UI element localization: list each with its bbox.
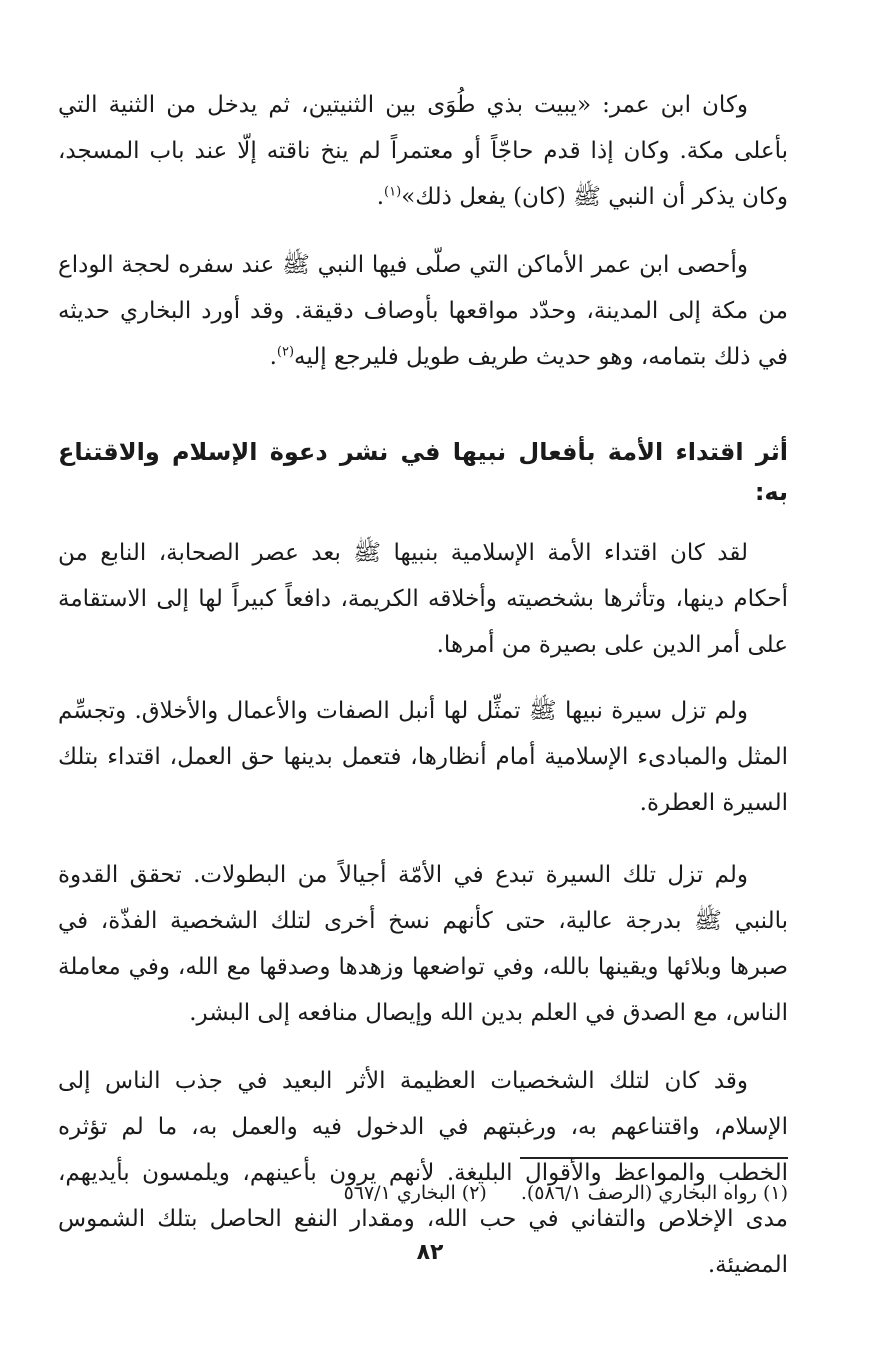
footnote-1: (١) رواه البخاري (الرصف ٥٨٦/١).: [520, 1182, 788, 1204]
footnote-divider: [520, 1157, 788, 1159]
paragraph-3: لقد كان اقتداء الأمة الإسلامية بنبيها ﷺ بعد عصر الصحابة، النابع من أحكام دينها، وتأثرها بشخصيته وأخلاقه الكريمة، دافعاً كبيراً لها إلى الاستقامة على أمر الدين على بصيرة من أمرها.: [58, 540, 788, 658]
page-number: ٨٢: [416, 1240, 444, 1265]
paragraph-1: وكان ابن عمر: «يبيت بذي طُوَى بين الثنيتين، ثم يدخل من الثنية التي بأعلى مكة. وكان إذا قدم حاجّاً أو معتمراً لم ينخ ناقته إلّا عند باب المسجد، وكان يذكر أن النبي ﷺ (كان) يفعل ذلك»$^{(١)}$.: [58, 92, 788, 210]
paragraph-2-text: وأحصى ابن عمر الأماكن التي صلّى فيها النبي ﷺ عند سفره لحجة الوداع من مكة إلى المدينة، وحدّد مواقعها بأوصاف دقيقة. وقد أورد البخاري حديثه في ذلك بتمامه، وهو حديث طريف طويل فليرجع إليه: [58, 252, 788, 370]
paragraph-4: ولم تزل سيرة نبيها ﷺ تمثِّل لها أنبل الصفات والأعمال والأخلاق. وتجسِّم المثل والمبادىء الإسلامية أمام أنظارها، فتعمل بدينها حق العمل، اقتداء بتلك السيرة العطرة.: [58, 698, 788, 816]
paragraph-5: ولم تزل تلك السيرة تبدع في الأمّة أجيالاً من البطولات. تحقق القدوة بالنبي ﷺ بدرجة عالية، حتى كأنهم نسخ أخرى لتلك الشخصية الفذّة، في صبرها وبلائها ويقينها بالله، وفي تواضعها وزهدها وصدقها مع الله، وفي معاملة الناس، مع الصدق في العلم بدين الله وإيصال منافعه إلى البشر.: [58, 862, 788, 1026]
paragraph-2: وأحصى ابن عمر الأماكن التي صلّى فيها النبي ﷺ عند سفره لحجة الوداع من مكة إلى المدينة، وحدّد مواقعها بأوصاف دقيقة. وقد أورد البخاري حديثه في ذلك بتمامه، وهو حديث طريف طويل فليرجع إليه$^{(٢)}$.: [58, 252, 788, 370]
footnote-ref-1: (١): [384, 184, 402, 200]
footnote-2: (٢) البخاري ٥٦٧/١: [343, 1182, 487, 1204]
footnote-ref-2: (٢): [276, 344, 295, 360]
section-heading: أثر اقتداء الأمة بأفعال نبيها في نشر دعوة الإسلام والاقتناع به:: [58, 438, 788, 506]
paragraph-6: وقد كان لتلك الشخصيات العظيمة الأثر البعيد في جذب الناس إلى الإسلام، واقتناعهم به، ورغبتهم في الدخول فيه والعمل به، ما لم تؤثره الخطب والمواعظ والأقوال البليغة. لأنهم يرون بأعينهم، ويلمسون بأيديهم، مدى الإخلاص والتفاني في حب الله، ومقدار النفع الحاصل بتلك الشموس المضيئة.: [58, 1068, 788, 1278]
paragraph-1-text: وكان ابن عمر: «يبيت بذي طُوَى بين الثنيتين، ثم يدخل من الثنية التي بأعلى مكة. وكان إذا قدم حاجّاً أو معتمراً لم ينخ ناقته إلّا عند باب المسجد، وكان يذكر أن النبي ﷺ (كان) يفعل ذلك»: [58, 92, 788, 210]
page-body: [58, 82, 788, 1288]
footnotes: [250, 1178, 788, 1208]
